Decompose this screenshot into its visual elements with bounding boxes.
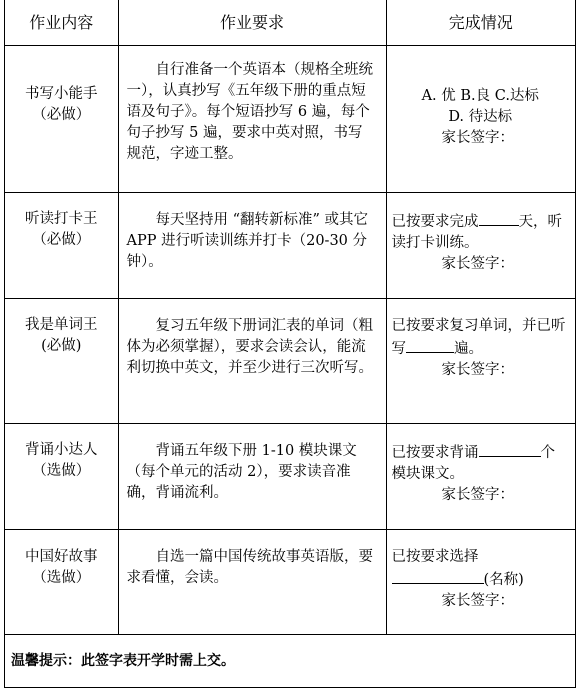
task-name: 我是单词王 bbox=[25, 317, 98, 333]
homework-sheet bbox=[4, 0, 576, 688]
requirement-text: 自行准备一个英语本（规格全班统一），认真抄写《五年级下册的重点短语及句子》。每个短语抄写 6 遍，每个句子抄写 5 遍，要求中英对照，书写规范，字迹工整。 bbox=[126, 62, 373, 162]
header-row bbox=[5, 0, 575, 46]
days-blank[interactable] bbox=[479, 210, 519, 226]
task-name-cell bbox=[5, 46, 118, 193]
status-suffix: (名称) bbox=[483, 572, 524, 588]
task-name-cell bbox=[5, 299, 118, 424]
task-type: (必做) bbox=[41, 338, 82, 354]
parent-signature-label: 家长签字： bbox=[441, 130, 514, 146]
status-cell bbox=[386, 424, 575, 530]
status-cell bbox=[386, 299, 575, 424]
task-name: 听读打卡王 bbox=[25, 211, 98, 227]
requirement-cell bbox=[118, 193, 386, 299]
task-name-cell bbox=[5, 193, 118, 299]
task-type: （必做） bbox=[32, 107, 91, 123]
requirement-text: 自选一篇中国传统故事英语版，要求看懂，会读。 bbox=[126, 549, 373, 586]
task-name: 中国好故事 bbox=[25, 549, 98, 565]
status-prefix: 已按要求完成 bbox=[391, 214, 479, 230]
parent-signature-label: 家长签字： bbox=[441, 256, 514, 272]
task-name: 书写小能手 bbox=[25, 86, 98, 102]
requirement-cell bbox=[118, 530, 386, 635]
status-text bbox=[392, 210, 570, 254]
requirement-text: 背诵五年级下册 1-10 模块课文（每个单元的活动 2），要求读音准确，背诵流利。 bbox=[126, 443, 357, 501]
task-name-cell bbox=[5, 424, 118, 530]
task-name: 背诵小达人 bbox=[25, 442, 98, 458]
grade-option-d: D. 待达标 bbox=[448, 109, 513, 125]
story-name-blank[interactable] bbox=[392, 568, 484, 584]
requirement-cell bbox=[118, 424, 386, 530]
header-task: 作业内容 bbox=[5, 0, 118, 46]
header-status: 完成情况 bbox=[386, 0, 575, 46]
table-row bbox=[5, 46, 575, 193]
status-prefix: 已按要求复习单词，并已听写 bbox=[391, 318, 566, 357]
status-suffix: 天，听读打卡训练。 bbox=[391, 214, 562, 251]
status-cell bbox=[386, 46, 575, 193]
status-text bbox=[392, 316, 570, 360]
parent-signature-label: 家长签字： bbox=[441, 487, 514, 503]
status-cell bbox=[386, 530, 575, 635]
task-name-cell bbox=[5, 530, 118, 635]
task-type: （选做） bbox=[32, 463, 91, 479]
status-suffix: 遍。 bbox=[454, 341, 483, 357]
story-name-line bbox=[392, 568, 570, 591]
status-cell bbox=[386, 193, 575, 299]
grade-options: A. 优 B.良 C.达标 bbox=[421, 88, 539, 104]
table-row bbox=[5, 530, 575, 635]
dictation-times-blank[interactable] bbox=[406, 337, 454, 353]
task-type: （选做） bbox=[32, 570, 91, 586]
status-text bbox=[392, 441, 570, 485]
table-row bbox=[5, 193, 575, 299]
status-suffix: 个模块课文。 bbox=[391, 445, 555, 482]
status-prefix: 已按要求背诵 bbox=[391, 445, 479, 461]
header-requirement: 作业要求 bbox=[118, 0, 386, 46]
reminder-note: 温馨提示：此签字表开学时需上交。 bbox=[11, 653, 235, 669]
parent-signature-label: 家长签字： bbox=[441, 593, 514, 609]
table-row bbox=[5, 299, 575, 424]
homework-table bbox=[5, 0, 575, 635]
table-row bbox=[5, 424, 575, 530]
requirement-cell bbox=[118, 299, 386, 424]
modules-blank[interactable] bbox=[479, 441, 541, 457]
parent-signature-label: 家长签字： bbox=[441, 362, 514, 378]
task-type: （必做） bbox=[32, 232, 91, 248]
requirement-text: 每天坚持用 “翻转新标准” 或其它 APP 进行听读训练并打卡（20-30 分钟）。 bbox=[126, 212, 369, 270]
requirement-text: 复习五年级下册词汇表的单词（粗体为必须掌握），要求会读会认，能流利切换中英文，并至少进行三次听写。 bbox=[126, 318, 373, 376]
status-prefix: 已按要求选择 bbox=[391, 549, 479, 565]
requirement-cell bbox=[118, 46, 386, 193]
